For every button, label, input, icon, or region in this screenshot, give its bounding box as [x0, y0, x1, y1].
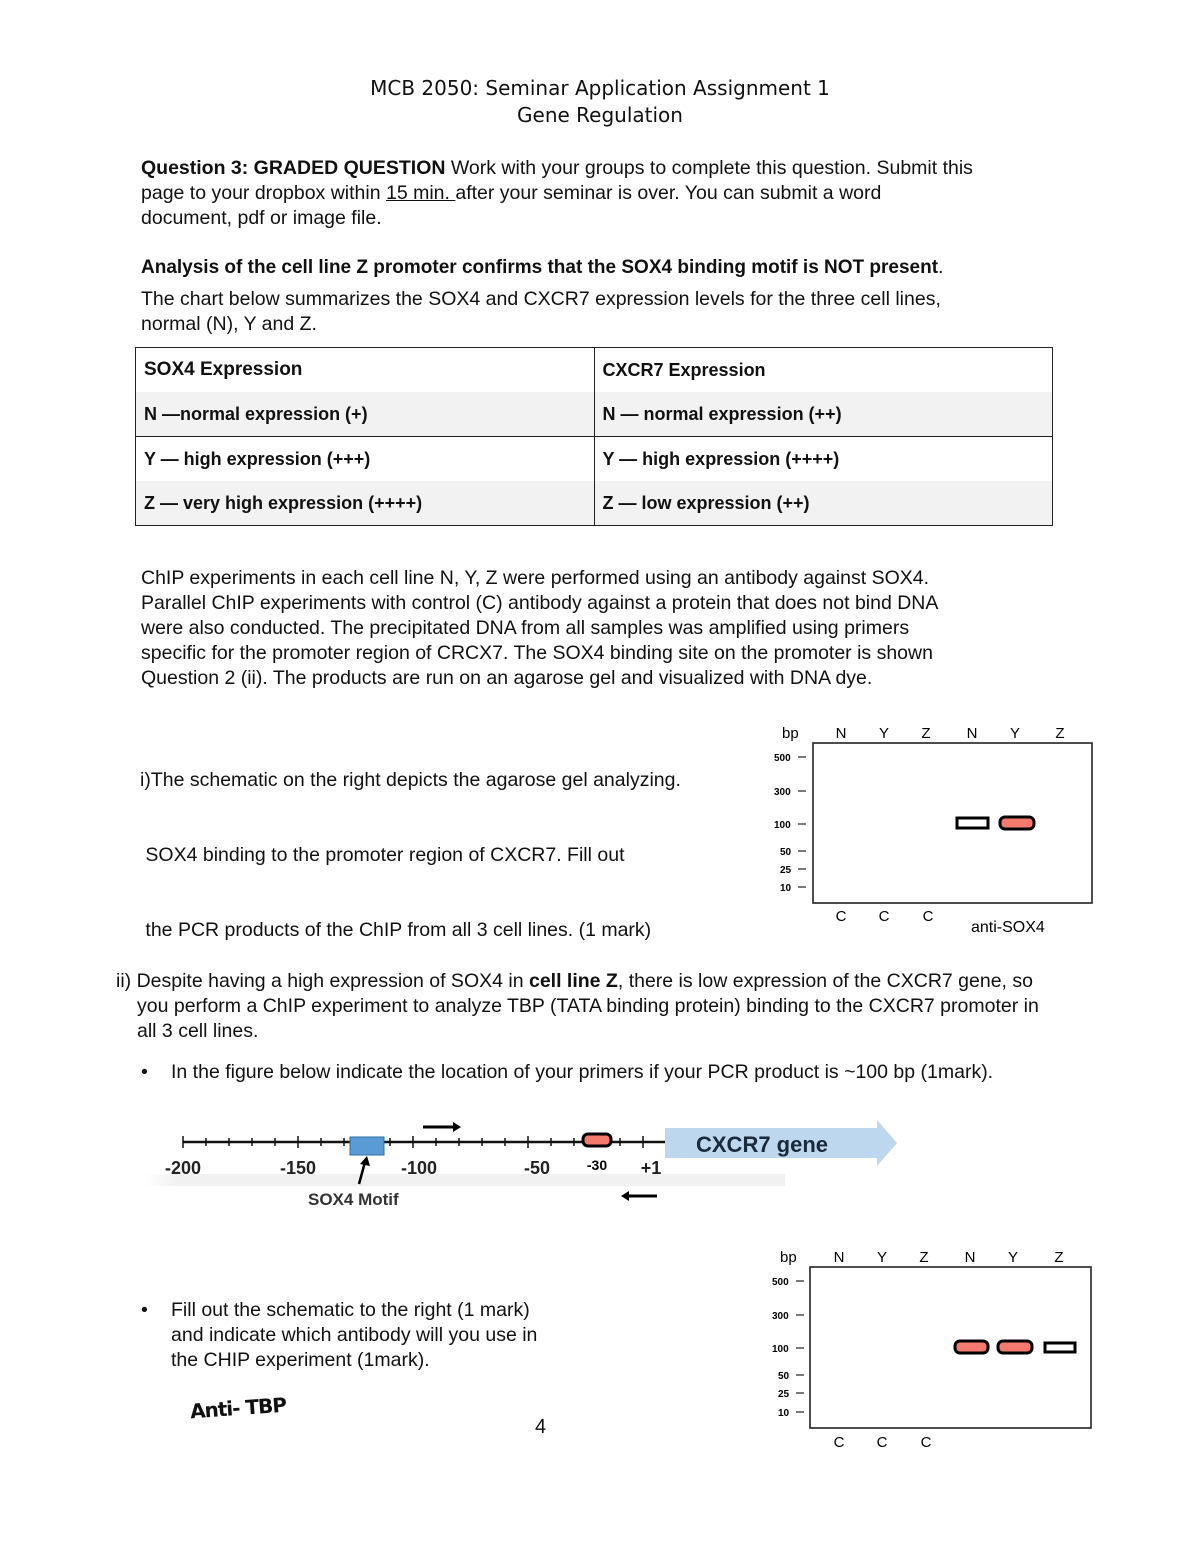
q3-text-2a: page to your dropbox within	[141, 182, 386, 204]
handwritten-scribble: -30	[586, 1157, 608, 1173]
bullet-icon: •	[141, 1299, 148, 1321]
analysis-bold: Analysis of the cell line Z promoter confirms that the SOX4 binding motif is NOT present	[141, 257, 939, 278]
page-number: 4	[535, 1416, 547, 1438]
gel2-band	[1045, 1343, 1075, 1352]
gel1-antibody-label: anti-SOX4	[971, 919, 1045, 936]
gel1-marker: 300	[774, 787, 791, 798]
gel2-lane-label: Z	[919, 1249, 929, 1266]
part-ii-text	[116, 969, 1186, 1044]
tata-box-mark	[583, 1134, 611, 1146]
gel2-band	[998, 1341, 1032, 1353]
gel2-bp-label: bp	[780, 1249, 797, 1266]
promoter-diagram	[145, 1112, 915, 1217]
gel2-marker: 300	[772, 1311, 789, 1322]
bullet2-line: Fill out the schematic to the right (1 mark)	[171, 1299, 530, 1321]
q3-text-2b: after your seminar is over. You can submit a word	[455, 182, 882, 204]
diagram-shadow	[145, 1174, 785, 1186]
part-ii-line2: you perform a ChIP experiment to analyze TBP (TATA binding protein) binding to the CXCR7 promoter in	[137, 995, 1039, 1017]
table-cell: N — normal expression (++)	[594, 392, 1053, 437]
table-header-sox4: SOX4 Expression	[136, 348, 595, 393]
position-label: -200	[164, 1158, 202, 1178]
sox4-motif-label: SOX4 Motif	[308, 1190, 399, 1209]
gel1-band	[1000, 817, 1034, 829]
gel2-lane-label: N	[833, 1249, 845, 1266]
position-label: -150	[279, 1158, 317, 1178]
gel1-marker: 25	[780, 865, 792, 876]
reverse-primer-arrow	[621, 1191, 657, 1201]
part-ii-bold: cell line Z	[528, 970, 618, 992]
table-cell: Y — high expression (++++)	[594, 437, 1053, 482]
gel2-marker: 25	[778, 1389, 790, 1400]
gel2-marker: 50	[778, 1371, 790, 1382]
position-label: -100	[400, 1158, 438, 1178]
question3-intro	[141, 156, 1141, 231]
gel1-marker: 10	[780, 883, 792, 894]
position-label: +1	[640, 1158, 662, 1178]
gel1-frame	[813, 743, 1092, 903]
gel1-bp-label: bp	[782, 725, 799, 742]
bullet2-line: and indicate which antibody will you use in	[171, 1324, 538, 1346]
gel2-lane-label: N	[964, 1249, 976, 1266]
bullet2-line: the CHIP experiment (1mark).	[171, 1349, 430, 1371]
chart-intro-line2: normal (N), Y and Z.	[141, 313, 317, 335]
part-i-line: the PCR products of the ChIP from all 3 cell lines. (1 mark)	[140, 919, 652, 941]
doc-title: MCB 2050: Seminar Application Assignment 1	[370, 76, 830, 100]
gel1-control-label: C	[835, 908, 847, 925]
handwritten-antibody: Anti- TBP	[189, 1392, 287, 1424]
part-i-line: i)The schematic on the right depicts the agarose gel analyzing.	[140, 769, 681, 791]
chip-paragraph	[141, 566, 1141, 691]
part-ii-line3: all 3 cell lines.	[137, 1020, 259, 1042]
position-label: -50	[523, 1158, 551, 1178]
gel2-control-label: C	[833, 1434, 845, 1451]
table-row	[136, 392, 1053, 437]
gel1-lane-label: Z	[921, 725, 931, 742]
chip-line: ChIP experiments in each cell line N, Y, Z were performed using an antibody against SOX4.	[141, 567, 930, 589]
gel1-lane-label: Y	[1009, 725, 1021, 742]
doc-subtitle: Gene Regulation	[517, 103, 683, 127]
q3-deadline: 15 min.	[386, 182, 456, 204]
gel2-control-label: C	[920, 1434, 932, 1451]
part-i-line: SOX4 binding to the promoter region of CXCR7. Fill out	[140, 844, 625, 866]
table-cell: Z — low expression (++)	[594, 481, 1053, 526]
gel-1	[760, 716, 1120, 946]
expression-table	[135, 347, 1053, 526]
table-cell: N —normal expression (+)	[136, 392, 595, 437]
chip-line: Parallel ChIP experiments with control (C) antibody against a protein that does not bind DNA	[141, 592, 939, 614]
gel1-lane-label: N	[966, 725, 978, 742]
gel1-control-label: C	[922, 908, 934, 925]
gel2-lane-label: Y	[876, 1249, 888, 1266]
gel1-marker: 50	[780, 847, 792, 858]
gel1-control-label: C	[878, 908, 890, 925]
bullet-primers	[141, 1060, 1141, 1085]
q3-text: Work with your groups to complete this question. Submit this	[445, 157, 973, 179]
chip-line: specific for the promoter region of CRCX7. The SOX4 binding site on the promoter is shown	[141, 642, 933, 664]
question3-heading: Question 3: GRADED QUESTION	[141, 157, 446, 179]
chart-intro-line1: The chart below summarizes the SOX4 and CXCR7 expression levels for the three cell lines,	[141, 288, 941, 310]
gel1-lane-label: Y	[878, 725, 890, 742]
sox4-motif-box	[350, 1137, 384, 1155]
gel2-lane-label: Y	[1007, 1249, 1019, 1266]
table-row	[136, 481, 1053, 526]
part-ii-pre: ii) Despite having a high expression of SOX4 in	[116, 970, 529, 992]
part-i-text	[140, 718, 760, 968]
gel1-marker: 500	[774, 753, 791, 764]
bullet-icon: •	[141, 1061, 148, 1083]
gel2-band	[955, 1341, 988, 1353]
table-row	[136, 437, 1053, 482]
gel2-marker: 100	[772, 1344, 789, 1355]
gel-2	[760, 1240, 1120, 1455]
table-header-cxcr7: CXCR7 Expression	[594, 348, 1053, 393]
table-cell: Y — high expression (+++)	[136, 437, 595, 482]
bullet-fill-out	[141, 1298, 611, 1373]
chip-line: were also conducted. The precipitated DNA from all samples was amplified using primers	[141, 617, 910, 639]
forward-primer-arrow	[423, 1122, 461, 1132]
q3-text-3: document, pdf or image file.	[141, 207, 382, 229]
bullet-primers-text: In the figure below indicate the location of your primers if your PCR product is ~100 bp (1mark).	[171, 1061, 994, 1083]
gene-label: CXCR7 gene	[696, 1132, 829, 1157]
analysis-statement	[141, 255, 1141, 280]
table-header-row	[136, 348, 1053, 393]
gel1-lane-label: Z	[1055, 725, 1065, 742]
gel2-marker: 10	[778, 1408, 790, 1419]
gel1-lane-label: N	[835, 725, 847, 742]
part-ii-post: , there is low expression of the CXCR7 gene, so	[617, 970, 1033, 992]
promoter-ticks	[183, 1136, 643, 1148]
gel1-band	[957, 818, 988, 828]
gel2-lane-label: Z	[1054, 1249, 1064, 1266]
table-cell: Z — very high expression (++++)	[136, 481, 595, 526]
gel1-marker: 100	[774, 820, 791, 831]
chip-line: Question 2 (ii). The products are run on an agarose gel and visualized with DNA dye.	[141, 667, 873, 689]
gel2-control-label: C	[876, 1434, 888, 1451]
analysis-dot: .	[938, 257, 944, 278]
chart-intro	[141, 287, 1141, 337]
gel2-marker: 500	[772, 1277, 789, 1288]
